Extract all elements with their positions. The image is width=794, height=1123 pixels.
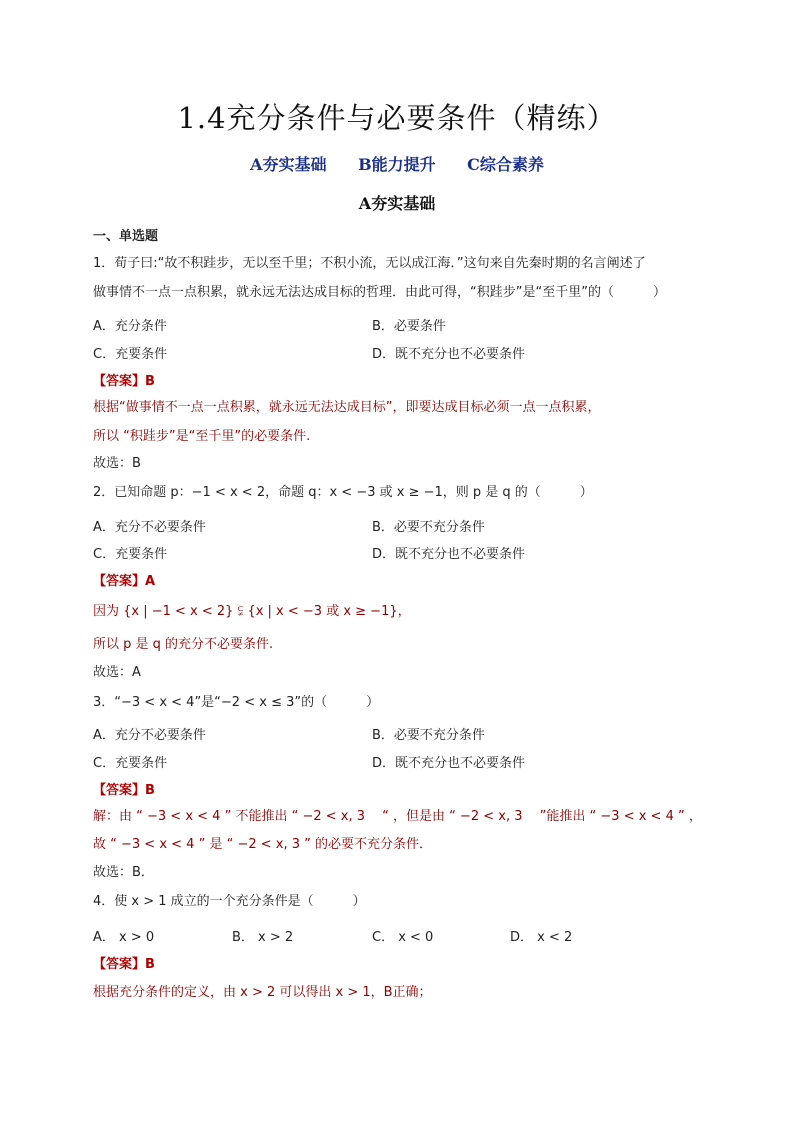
- section-title: A夯实基础: [358, 194, 436, 213]
- q3-explanation-1: 解：由 “ −3 < x < 4 ” 不能推出 “ −2 < x, 3 “ ，但是由 “ −2 < x, 3 ”能推出 “ −3 < x < 4 ” ，: [93, 809, 702, 824]
- q4-answer: 【答案】B: [93, 957, 155, 972]
- q3-option-b: B．必要不充分条件: [372, 728, 485, 743]
- q1-option-d: D．既不充分也不必要条件: [372, 347, 526, 362]
- q3-answer: 【答案】B: [93, 783, 155, 798]
- q3-option-c: C．充要条件: [93, 756, 168, 771]
- q1-explanation-1: 根据“做事情不一点一点积累，就永远无法达成目标”，即要达成目标必须一点一点积累，: [93, 400, 601, 415]
- q1-option-c: C．充要条件: [93, 347, 168, 362]
- q4-option-c: C． x < 0: [372, 930, 434, 945]
- q2-option-d: D．既不充分也不必要条件: [372, 547, 526, 562]
- part-heading: 一、单选题: [93, 229, 159, 244]
- q1-answer: 【答案】B: [93, 374, 155, 389]
- q1-stem-line2: 做事情不一点一点积累，就永远无法达成目标的哲理．由此可得，“积跬步”是“至千里”的（ ）: [93, 285, 666, 300]
- nav-link-b[interactable]: B能力提升: [358, 155, 436, 174]
- q2-conclusion: 故选：A: [93, 665, 141, 680]
- q2-option-b: B．必要不充分条件: [372, 520, 485, 535]
- q3-explanation-2: 故 “ −3 < x < 4 ” 是 “ −2 < x, 3 ” 的必要不充分条件．: [93, 837, 432, 852]
- q1-option-b: B．必要条件: [372, 319, 446, 334]
- q2-option-c: C．充要条件: [93, 547, 168, 562]
- nav-link-c[interactable]: C综合素养: [467, 155, 544, 174]
- q1-explanation-2: 所以 “积跬步”是“至千里”的必要条件.: [93, 429, 311, 444]
- q2-explanation-2: 所以 p 是 q 的充分不必要条件.: [93, 637, 274, 652]
- q3-option-a: A．充分不必要条件: [93, 728, 206, 743]
- q2-option-a: A．充分不必要条件: [93, 520, 206, 535]
- q2-explanation-1: 因为 {x | −1 < x < 2} ⫋ {x | x < −3 或 x ≥ −1}，: [93, 604, 411, 619]
- q4-option-d: D． x < 2: [510, 930, 573, 945]
- q4-explanation-1: 根据充分条件的定义，由 x > 2 可以得出 x > 1，B正确；: [93, 985, 432, 1000]
- q3-conclusion: 故选：B．: [93, 865, 154, 880]
- q4-option-b: B． x > 2: [232, 930, 294, 945]
- page-title: 1.4充分条件与必要条件（精练）: [177, 101, 617, 135]
- nav-link-a[interactable]: A夯实基础: [250, 155, 327, 174]
- q1-stem-line1: 1．荀子曰:“故不积跬步，无以至千里；不积小流，无以成江海．”这句来自先秦时期的名言阐述了: [93, 256, 646, 271]
- q4-stem: 4．使 x > 1 成立的一个充分条件是（ ）: [93, 894, 366, 909]
- q2-stem: 2．已知命题 p：−1 < x < 2，命题 q：x < −3 或 x ≥ −1，则 p 是 q 的（ ）: [93, 485, 593, 500]
- q2-answer: 【答案】A: [93, 574, 156, 589]
- q1-option-a: A．充分条件: [93, 319, 167, 334]
- section-nav: [0, 152, 794, 175]
- q3-option-d: D．既不充分也不必要条件: [372, 756, 526, 771]
- q1-conclusion: 故选：B: [93, 456, 141, 471]
- q3-stem: 3．“−3 < x < 4”是“−2 < x ≤ 3”的（ ）: [93, 695, 380, 710]
- q4-option-a: A． x > 0: [93, 930, 155, 945]
